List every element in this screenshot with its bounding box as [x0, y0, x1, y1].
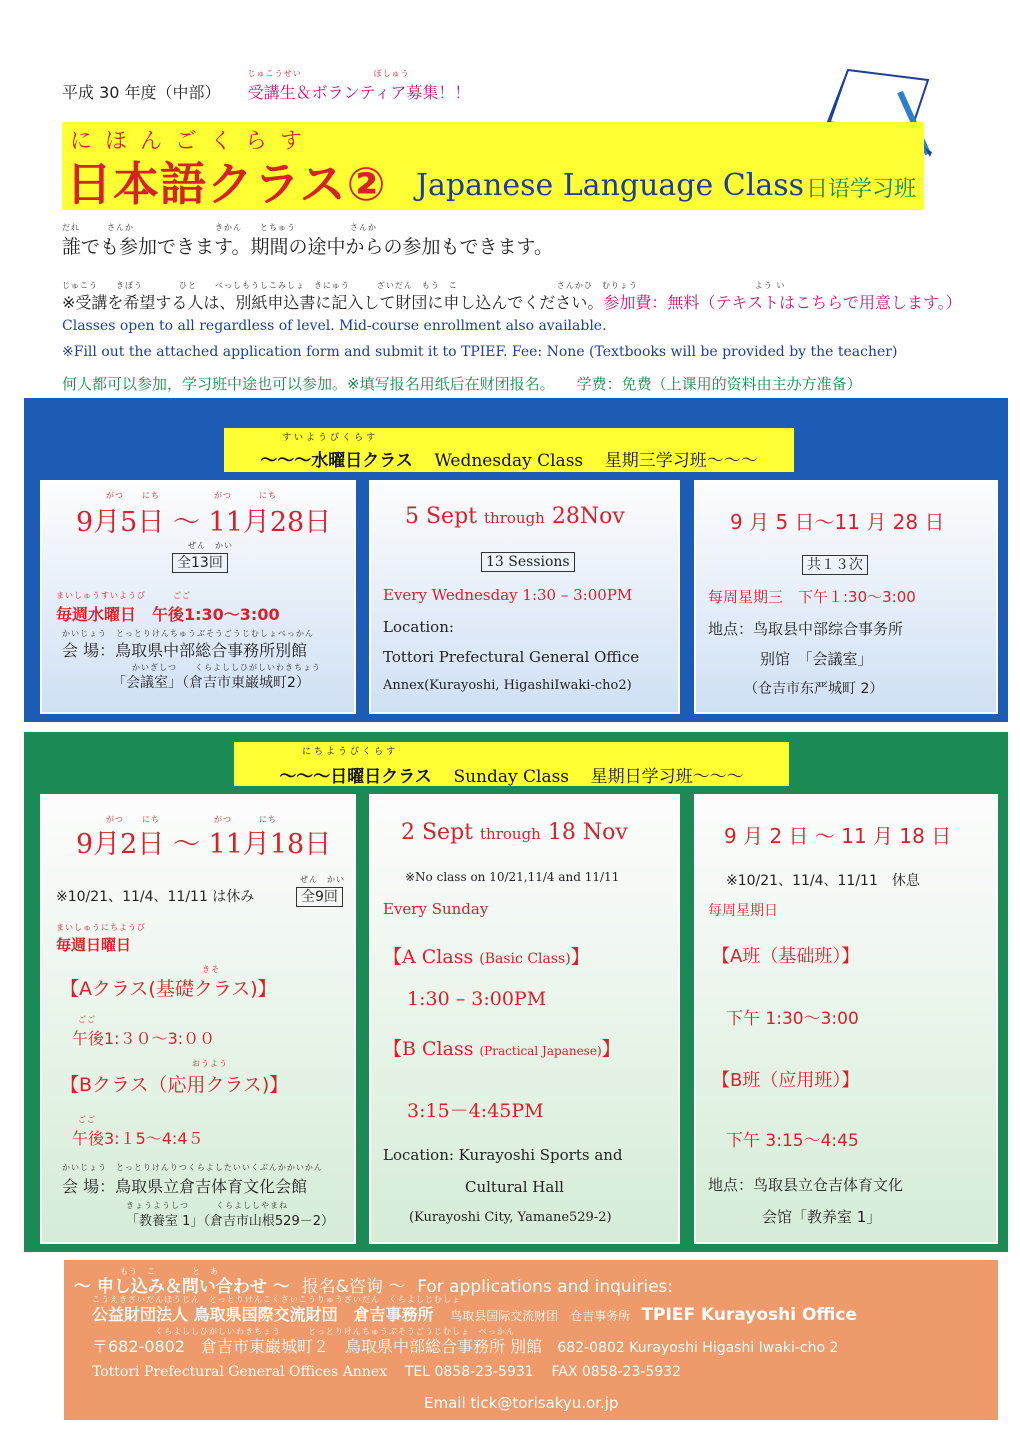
sunday-en-card: 2 Sept through 18 Nov ※No class on 10/21,11/4 and 11/11 Every Sunday 【A Class (Basic Class)】 1:30 – 3:00PM 【B Class (Practical Japanese)】 3:15－4:45PM Location: Kurayoshi Sports and Cultural Hall (Kurayoshi City, Yamane529-2) [369, 794, 680, 1244]
sun-cn-day: 每周星期日 [708, 903, 778, 919]
footer-phone: Tottori Prefectural General Offices Annex TEL 0858-23-5931 FAX 0858-23-5932 [92, 1364, 682, 1380]
wed-jp-time: 毎週水曜日 午後1:30～3:00 [56, 605, 280, 624]
sun-jp-date: 9月2日 ～ 11月18日 [76, 829, 332, 860]
footer-heading: ～ 申し込み＆問い合わせ ～ 报名&咨询 ～ For applications and inquiries: [74, 1277, 674, 1297]
sun-en-b-time: 3:15－4:45PM [407, 1100, 544, 1122]
sun-jp-room: 「教養室 1」（倉吉市山根529－2） [126, 1214, 334, 1229]
wednesday-cn-card: 9 月 5 日～11 月 28 日 共１３次 每周星期三 下午１:30～3:00 地点：鸟取县中部综合事务所 别馆 「会議室」 （仓吉市东严城町 2） [694, 480, 998, 714]
wed-cn-time: 每周星期三 下午１:30～3:00 [708, 588, 916, 606]
wed-cn-count: 共１３次 [802, 555, 868, 575]
sun-jp-a-time: 午後1:３０～3:００ [72, 1029, 216, 1048]
wednesday-jp-card: がつ にち がつ にち 9月5日 ～ 11月28日 ぜん かい 全13回 まいしゅうすいようび ごご 毎週水曜日 午後1:30～3:00 かいじょう とっとりけんちゅうぶそうごうじむしょべっかん 会 場：鳥取県中部総合事務所別館 かいぎしつ くらよししひがしいわきちょう 「会議室」（倉吉市東巌城町2） [40, 480, 356, 714]
footer-address: 〒682-0802 倉吉市東巌城町２ 鳥取県中部総合事務所 別館 682-0802 Kurayoshi Higashi Iwaki-cho 2 [92, 1337, 839, 1356]
sun-en-a-class: 【A Class (Basic Class)】 [383, 946, 590, 968]
wed-jp-room: 「会議室」（倉吉市東巌城町2） [112, 675, 310, 691]
footer-email[interactable]: Email tick@torisakyu.or.jp [424, 1394, 619, 1412]
intro-ruby-1: だれ さんか きかん とちゅう さんか [62, 223, 377, 232]
intro-line-5: 何人都可以参加，学习班中途也可以参加。※填写报名用纸后在财团报名。 学费：免费（上课用的资料由主办方准备） [62, 375, 862, 393]
title-jp: 日本語クラス② [66, 157, 387, 211]
wednesday-en-card: 5 Sept through 28Nov 13 Sessions Every Wednesday 1:30 – 3:00PM Location: Tottori Prefectural General Office Annex(Kurayoshi, HigashiIwaki-cho2) [369, 480, 680, 714]
sun-cn-a-time: 下午 1:30～3:00 [726, 1009, 859, 1029]
sunday-jp-card: がつ にち がつ にち 9月2日 ～ 11月18日 ※10/21、11/4、11/11 は休み ぜん かい 全9回 まいしゅうにちようび 毎週日曜日 きそ 【Aクラス(基礎クラス)】 ごご 午後1:３０～3:００ おうよう 【Bクラス（応用クラス)】 ごご 午後3:１5～4:4５ かいじょう とっとりけんりつくらよしたいいくぶんかかいかん 会 場：鳥取県立倉吉体育文化会館 きょうようしつ くらよししやまね 「教養室 1」（倉吉市山根529－2） [40, 794, 356, 1244]
intro-line-1: 誰でも参加できます。期間の途中からの参加もできます。 [62, 236, 553, 258]
sun-jp-day: 毎週日曜日 [56, 936, 132, 954]
footer-org: 公益財団法人 鳥取県国際交流財団 倉吉事務所 鸟取县国际交流财团 仓吉事务所 TPIEF Kurayoshi Office [92, 1305, 858, 1325]
wed-en-sessions: 13 Sessions [481, 552, 575, 572]
year-label: 平成 30 年度（中部） [62, 83, 221, 102]
intro-line-4: ※Fill out the attached application form and submit it to TPIEF. Fee: None (Textbooks will be provided by the teacher) [62, 344, 898, 360]
wed-jp-date: 9月5日 ～ 11月28日 [76, 507, 332, 538]
fee-label: 参加費：無料 [603, 293, 700, 312]
sun-en-date: 2 Sept through 18 Nov [401, 820, 628, 845]
sun-jp-count: 全9回 [296, 887, 343, 907]
recruit-ruby: じゅこうせい ぼしゅう [247, 69, 410, 78]
sun-jp-holiday: ※10/21、11/4、11/11 は休み [56, 889, 255, 905]
sun-cn-a-class: 【A班（基础班）】 [712, 946, 860, 967]
sun-en-day: Every Sunday [383, 900, 489, 918]
title-en: Japanese Language Class [416, 168, 805, 203]
sun-en-holiday: ※No class on 10/21,11/4 and 11/11 [405, 870, 620, 884]
wed-jp-count: 全13回 [172, 553, 228, 573]
contact-footer: もう こ と あ ～ 申し込み＆問い合わせ ～ 报名&咨询 ～ For applications and inquiries: こうえきざいだんほうじん とっとりけんこくさいこうりゅうざいだん くらよしじむしょ 公益財団法人 鳥取県国際交流財団 倉吉事務所 鸟取县国际交流财团 仓吉事务所 TPIEF Kurayoshi Office くらよししひがしいわきちょう とっとりけんちゅうぶそうごうじむしょ べっかん 〒682-0802 倉吉市東巌城町２ 鳥取県中部総合事務所 別館 682-0802 Kurayoshi Higashi Iwaki-cho 2 Tottori Prefectural General Offices Annex TEL 0858-23-5931 FAX 0858-23-5932 Email tick@torisakyu.or.jp [64, 1260, 998, 1420]
sunday-section [24, 732, 1008, 1252]
wednesday-section [24, 398, 1008, 722]
header-line [62, 69, 471, 103]
sun-jp-location: 会 場：鳥取県立倉吉体育文化会館 [62, 1177, 308, 1196]
sun-cn-b-class: 【B班（应用班）】 [712, 1070, 860, 1091]
sun-cn-b-time: 下午 3:15～4:45 [726, 1131, 859, 1151]
sun-jp-b-time: 午後3:１5～4:4５ [72, 1129, 204, 1148]
sun-en-a-time: 1:30 – 3:00PM [407, 988, 547, 1010]
wed-en-date: 5 Sept through 28Nov [405, 504, 625, 529]
intro-ruby-2: じゅこう きぼう ひと べっしもうしこみしょ きにゅう ざいだん もう こ さんかひ むりょう よう い [62, 281, 786, 290]
sunday-cn-card: 9 月 2 日 ～ 11 月 18 日 ※10/21、11/4、11/11 休息 每周星期日 【A班（基础班）】 下午 1:30～3:00 【B班（应用班）】 下午 3:15～4:45 地点：鸟取县立仓吉体育文化 会馆「教养室 1」 [694, 794, 998, 1244]
sun-cn-holiday: ※10/21、11/4、11/11 休息 [726, 873, 920, 889]
intro-line-2: ※受講を希望する人は、別紙申込書に記入して財団に申し込んでください。参加費：無料（テキストはこちらで用意します。） [62, 293, 962, 312]
wed-en-time: Every Wednesday 1:30 – 3:00PM [383, 586, 633, 604]
sun-en-b-class: 【B Class (Practical Japanese)】 [383, 1038, 621, 1060]
sun-jp-b-class: 【Bクラス（応用クラス)】 [60, 1074, 289, 1096]
sun-cn-date: 9 月 2 日 ～ 11 月 18 日 [724, 824, 952, 848]
title-ruby: にほんごくらす [70, 129, 316, 154]
wed-cn-date: 9 月 5 日～11 月 28 日 [730, 510, 945, 534]
title-cn: 日语学习班 [806, 177, 917, 202]
recruit-label: じゅこうせい ぼしゅう 受講生＆ボランティア募集！！ [247, 69, 471, 102]
sun-jp-a-class: 【Aクラス(基礎クラス)】 [60, 978, 277, 1000]
wed-jp-location: 会 場：鳥取県中部総合事務所別館 [62, 641, 308, 660]
intro-line-3: Classes open to all regardless of level. Mid-course enrollment also available. [62, 318, 607, 334]
sunday-banner: にちようびくらす ～～～日曜日クラス Sunday Class 星期日学习班～～～ [234, 742, 789, 786]
wednesday-banner: すいようびくらす ～～～水曜日クラス Wednesday Class 星期三学习班～～～ [224, 428, 794, 472]
